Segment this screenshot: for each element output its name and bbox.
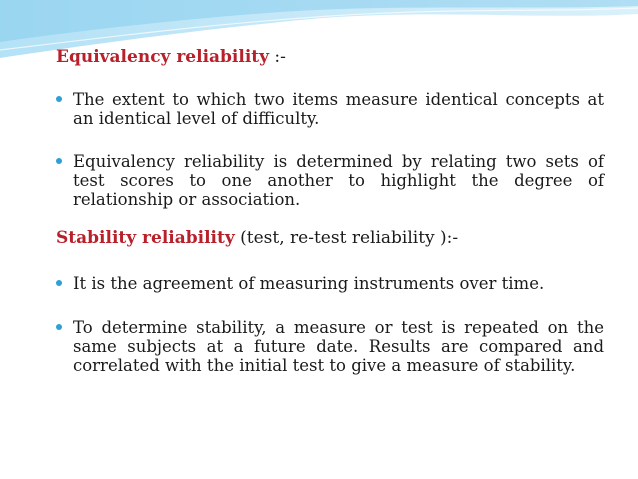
bullet-text: Equivalency reliability is determined by relating two sets of test scores to one another to highlight the degree of relationship or association.	[73, 152, 604, 209]
bullet-text: The extent to which two items measure identical concepts at an identical level of difficulty.	[73, 90, 604, 128]
bullet-item	[56, 152, 604, 209]
bullet-dot-icon	[56, 324, 62, 330]
heading-suffix: :-	[269, 47, 286, 67]
heading-equivalency-reliability	[56, 46, 604, 68]
bullet-item	[56, 90, 604, 128]
bullet-item	[56, 274, 604, 293]
heading-suffix: (test, re-test reliability ):-	[234, 228, 459, 248]
bullet-item	[56, 318, 604, 375]
bullet-dot-icon	[56, 158, 62, 164]
bullet-text: It is the agreement of measuring instruments over time.	[73, 274, 545, 293]
bullet-dot-icon	[56, 280, 62, 286]
slide-content	[56, 46, 604, 375]
heading-highlight: Stability reliability	[56, 228, 235, 248]
bullet-text: To determine stability, a measure or test is repeated on the same subjects at a future date. Results are compared and correlated with the initial test to give a measure of stability.	[73, 318, 604, 375]
heading-highlight: Equivalency reliability	[56, 47, 270, 67]
heading-stability-reliability	[56, 227, 604, 249]
bullet-dot-icon	[56, 96, 62, 102]
